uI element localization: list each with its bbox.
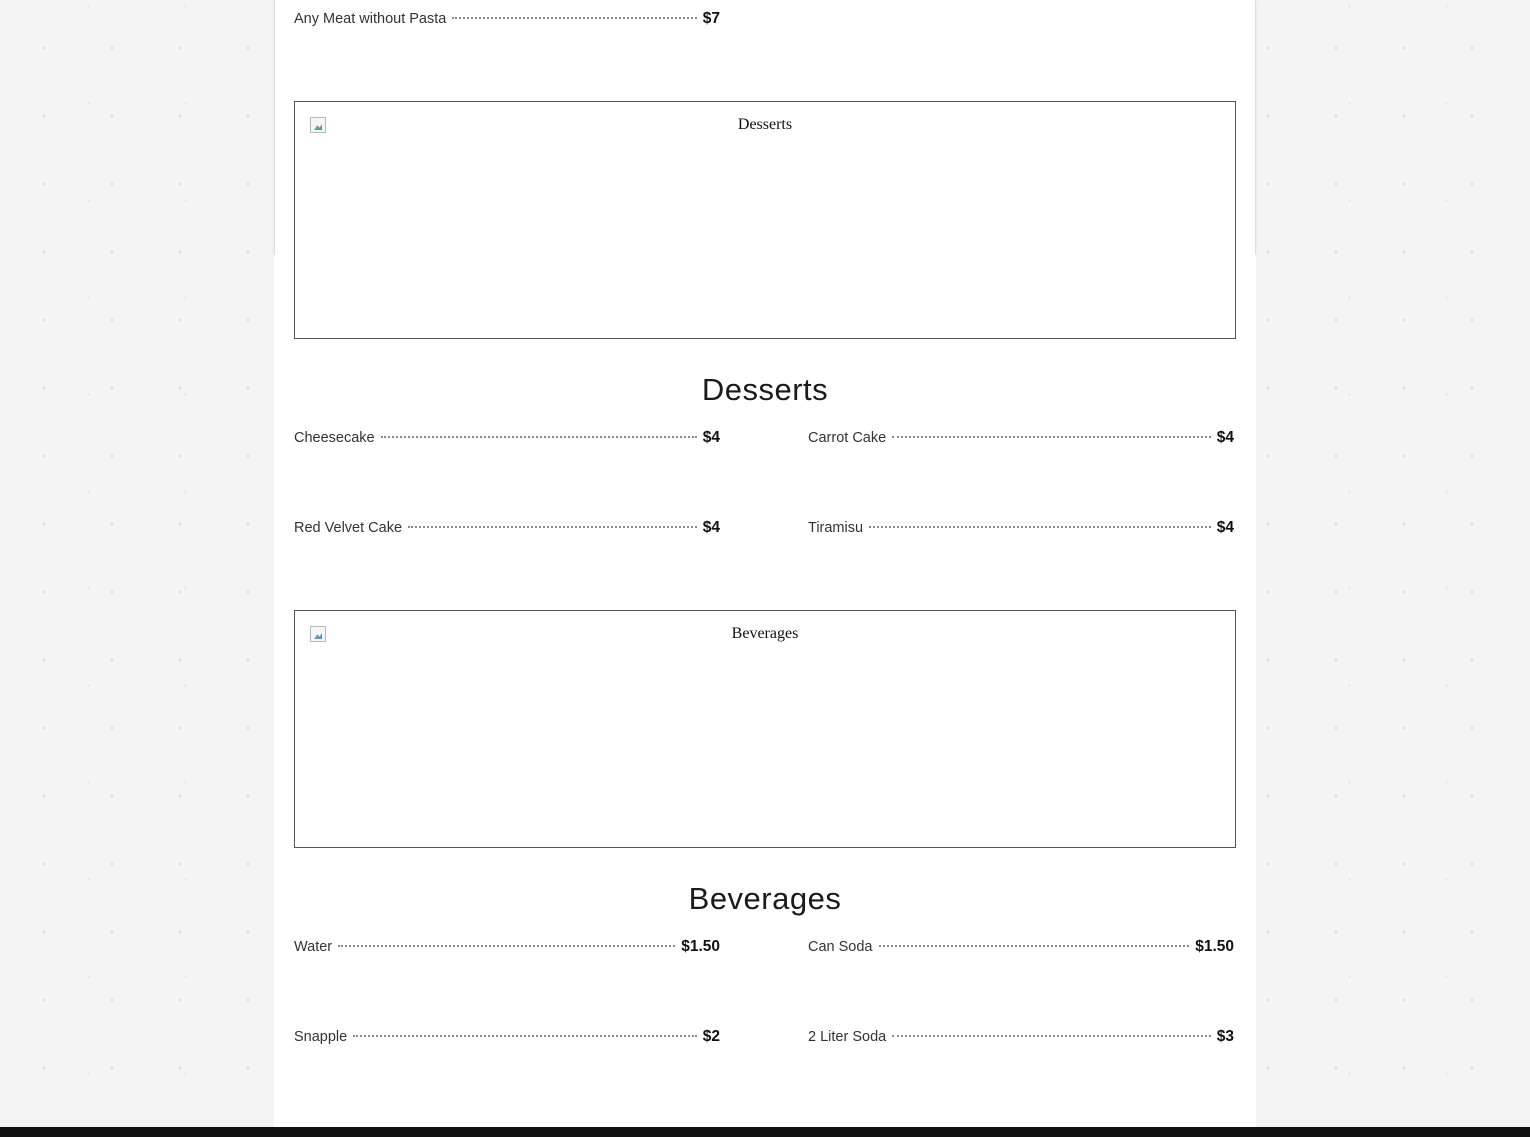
menu-item-price: $2 [702, 1028, 720, 1045]
dot-leader [869, 526, 1211, 528]
menu-item-price: $1.50 [681, 938, 720, 955]
menu-item-name: Carrot Cake [808, 430, 887, 446]
desserts-image [294, 101, 1236, 339]
menu-item [808, 519, 1234, 543]
menu-item [294, 938, 720, 962]
menu-item-name: Can Soda [808, 939, 873, 955]
menu-item-name: Tiramisu [808, 520, 864, 536]
menu-item [294, 519, 720, 543]
menu-item-price: $4 [702, 429, 720, 446]
menu-item-price: $4 [702, 519, 720, 536]
dot-leader [892, 436, 1211, 438]
desserts-heading: Desserts [701, 372, 829, 407]
menu-item-name: Water [294, 939, 333, 955]
beverages-heading: Beverages [688, 881, 842, 916]
beverages-image-alt: Beverages [731, 625, 799, 642]
menu-item [294, 429, 720, 453]
menu-item-price: $3 [1216, 1028, 1234, 1045]
menu-item-price: $1.50 [1195, 938, 1234, 955]
menu-item-name: Cheesecake [294, 430, 375, 446]
menu-item-name: Red Velvet Cake [294, 520, 403, 536]
dot-leader [892, 1035, 1211, 1037]
menu-item-price: $4 [1216, 519, 1234, 536]
desserts-image-alt: Desserts [737, 116, 793, 133]
menu-item-name: Any Meat without Pasta [294, 11, 447, 27]
menu-item [808, 429, 1234, 453]
menu-item [808, 1028, 1234, 1052]
dot-leader [879, 945, 1190, 947]
dot-leader [338, 945, 675, 947]
menu-item-name: Snapple [294, 1029, 348, 1045]
menu-item [294, 10, 720, 34]
dot-leader [408, 526, 697, 528]
menu-page [274, 0, 1256, 1127]
dot-leader [353, 1035, 697, 1037]
menu-item-price: $7 [702, 10, 720, 27]
menu-item [808, 938, 1234, 962]
menu-item-name: 2 Liter Soda [808, 1029, 887, 1045]
beverages-image [294, 610, 1236, 848]
dot-leader [452, 17, 696, 19]
menu-item-price: $4 [1216, 429, 1234, 446]
footer-bar [0, 1127, 1530, 1137]
menu-item [294, 1028, 720, 1052]
dot-leader [381, 436, 697, 438]
